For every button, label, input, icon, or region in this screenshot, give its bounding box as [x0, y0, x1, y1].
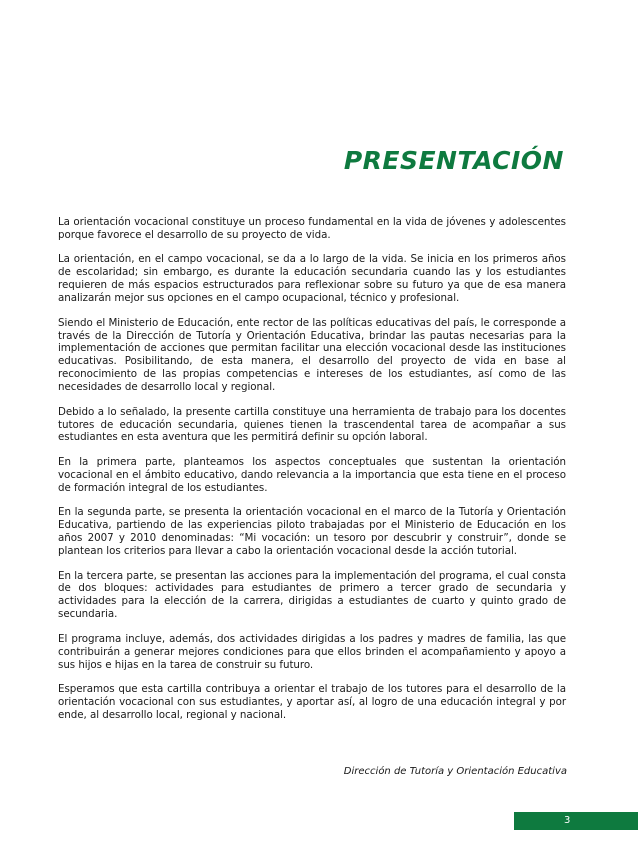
- paragraph-4: Debido a lo señalado, la presente cartilla constituye una herramienta de trabajo para los docentes tutores de educación secundaria, quienes tienen la trascendental tarea de acompañar a sus estudiantes en esta aventura que les permitirá definir su opción laboral.: [58, 405, 566, 444]
- paragraph-2: La orientación, en el campo vocacional, se da a lo largo de la vida. Se inicia en los primeros años de escolaridad; sin embargo, es durante la educación secundaria cuando las y los estudiantes requieren de más espacios estructurados para reflexionar sobre su futuro ya que de esa manera analizarán mejor sus opciones en el campo ocupacional, técnico y profesional.: [58, 253, 566, 305]
- page-number: 3: [564, 815, 571, 826]
- paragraph-8: El programa incluye, además, dos actividades dirigidas a los padres y madres de familia, las que contribuirán a generar mejores condiciones para que ellos brinden el acompañamiento y apoyo a sus hijos e hijas en la tarea de construir su futuro.: [58, 632, 566, 671]
- paragraph-5: En la primera parte, planteamos los aspectos conceptuales que sustentan la orientación vocacional en el ámbito educativo, dando relevancia a la importancia que esta tiene en el proceso de formación integral de los estudiantes.: [58, 455, 566, 494]
- paragraph-9: Esperamos que esta cartilla contribuya a orientar el trabajo de los tutores para el desarrollo de la orientación vocacional con sus estudiantes, y aportar así, al logro de una educación integral y por ende, al desarrollo local, regional y nacional.: [58, 683, 566, 721]
- paragraph-7: En la tercera parte, se presentan las acciones para la implementación del programa, el cual consta de dos bloques: actividades para estudiantes de primero a tercer grado de secundaria y actividades para la elección de la carrera, dirigidas a estudiantes de cuarto y quinto grado de secundaria.: [58, 569, 566, 621]
- page-number-tab: [514, 812, 638, 830]
- paragraph-3: Siendo el Ministerio de Educación, ente rector de las políticas educativas del país, le corresponde a través de la Dirección de Tutoría y Orientación Educativa, brindar las pautas necesarias para la implementación de acciones que permitan facilitar una elección vocacional desde las instituciones educativas. Posibilitando, de esta manera, el desarrollo del proyecto de vida en base al reconocimiento de las propias competencias e intereses de los estudiantes, así como de las necesidades de desarrollo local y regional.: [58, 316, 566, 394]
- paragraph-6: En la segunda parte, se presenta la orientación vocacional en el marco de la Tutoría y Orientación Educativa, partiendo de las experiencias piloto trabajadas por el Ministerio de Educación en los años 2007 y 2010 denominadas: “Mi vocación: un tesoro por descubrir y construir”, donde se plantean los criterios para llevar a cabo la orientación vocacional desde la acción tutorial.: [58, 506, 566, 557]
- paragraph-1: La orientación vocacional constituye un proceso fundamental en la vida de jóvenes y adolescentes porque favorece el desarrollo de su proyecto de vida.: [58, 216, 566, 241]
- signature: Dirección de Tutoría y Orientación Educativa: [343, 766, 567, 777]
- page-title: PRESENTACIÓN: [343, 146, 564, 175]
- body-text: [58, 216, 566, 733]
